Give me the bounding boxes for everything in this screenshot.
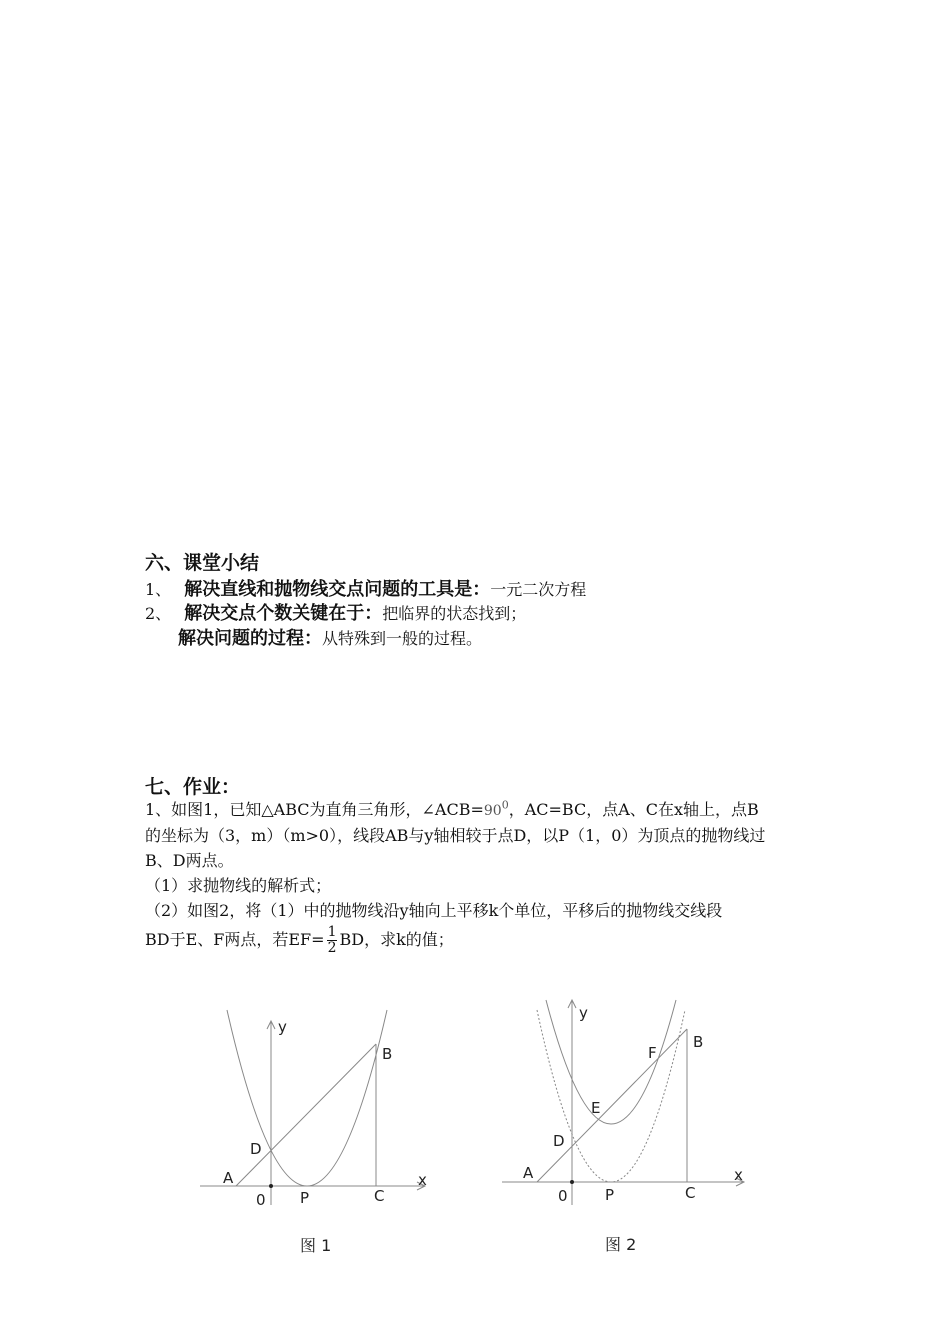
figure-1-caption: 图 1 — [300, 1236, 332, 1255]
figure-2-original-parabola — [537, 1010, 685, 1182]
question-2-text-end: BD，求k的值； — [339, 930, 454, 949]
figure-2-label-o: 0 — [558, 1187, 568, 1205]
question-2-text-start: BD于E、F两点，若EF= — [145, 930, 325, 949]
figure-2-line-ab — [537, 1029, 687, 1182]
homework-heading: 七、作业： — [145, 776, 241, 798]
figure-2-label-b: B — [693, 1033, 704, 1051]
figure-2-caption: 图 2 — [605, 1235, 637, 1254]
figure-2-label-p: P — [605, 1186, 615, 1204]
figure-1-label-c: C — [374, 1187, 385, 1205]
figure-2-origin-dot — [570, 1180, 574, 1184]
summary-item-3-value: 从特殊到一般的过程。 — [322, 629, 483, 648]
figure-2-shifted-parabola — [546, 1000, 676, 1124]
figure-1-label-x: x — [418, 1171, 427, 1189]
figure-2-label-e: E — [591, 1099, 601, 1117]
figure-2-label-y: y — [579, 1004, 588, 1022]
summary-item-2-label: 解决交点个数关键在于： — [184, 603, 383, 624]
summary-heading: 六、课堂小结 — [145, 552, 260, 574]
figure-2-label-x: x — [734, 1166, 743, 1184]
figure-1-label-o: 0 — [256, 1191, 266, 1209]
question-2: （2）如图2，将（1）中的抛物线沿y轴向上平移k个单位，平移后的抛物线交线段 — [145, 901, 723, 920]
figure-1-label-d: D — [250, 1140, 262, 1158]
question-1: （1）求抛物线的解析式； — [145, 876, 332, 895]
homework-line-1-start: 1、如图1，已知△ABC为直角三角形，∠ACB= — [145, 800, 484, 819]
figure-2-label-a: A — [523, 1164, 534, 1182]
figure-1-label-b: B — [382, 1045, 393, 1063]
summary-item-1-label: 解决直线和抛物线交点问题的工具是： — [184, 579, 491, 600]
fraction-numerator: 1 — [327, 924, 337, 940]
figure-2-label-d: D — [553, 1132, 565, 1150]
homework-line-1-end: ，AC=BC，点A、C在x轴上，点B — [508, 800, 759, 819]
fraction-denominator: 2 — [327, 940, 337, 956]
figure-2-label-c: C — [685, 1184, 696, 1202]
homework-line-2: 的坐标为（3，m）（m>0），线段AB与y轴相较于点D，以P（1，0）为顶点的抛物线过 — [145, 826, 766, 845]
figure-1-label-y: y — [278, 1018, 287, 1036]
summary-item-2-value: 把临界的状态找到； — [382, 604, 527, 623]
figure-1-label-a: A — [223, 1169, 234, 1187]
summary-item-1-value: 一元二次方程 — [490, 580, 587, 599]
right-angle-value: 90 — [483, 803, 502, 819]
figure-2-label-f: F — [648, 1044, 657, 1062]
summary-item-2-number: 2、 — [145, 604, 172, 623]
summary-item-3-label: 解决问题的过程： — [178, 628, 322, 649]
degree-sign: 0 — [501, 798, 509, 812]
figure-1-label-p: P — [300, 1189, 310, 1207]
homework-line-3: B、D两点。 — [145, 851, 234, 870]
summary-item-1-number: 1、 — [145, 580, 172, 599]
